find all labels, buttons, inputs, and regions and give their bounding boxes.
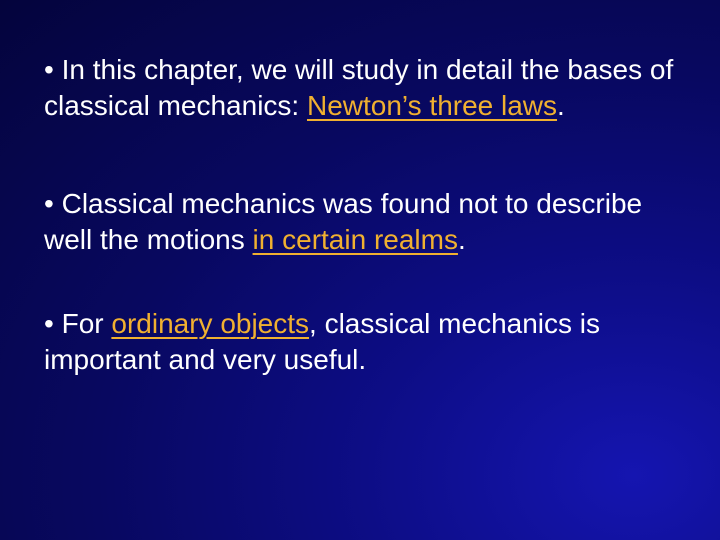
- bullet-2-text-end: .: [457, 224, 466, 255]
- bullet-2-text: Classical mechanics was found not to describe well the motions: [44, 188, 643, 255]
- bullet-1-highlight: Newton’s three laws: [306, 90, 558, 121]
- bullet-1: [44, 52, 684, 124]
- bullet-3-text: For: [53, 308, 112, 339]
- bullet-2-highlight: in certain realms: [252, 224, 458, 255]
- bullet-1-text: In this chapter, we will study in detail the bases of classical mechanics:: [44, 54, 674, 121]
- bullet-3-highlight: ordinary objects: [111, 308, 310, 339]
- bullet-3-text-end: , classical mechanics is important and very useful.: [44, 308, 601, 375]
- bullet-marker: •: [44, 54, 54, 85]
- bullet-2: [44, 186, 684, 258]
- bullet-marker: •: [44, 308, 54, 339]
- bullet-marker: •: [44, 188, 54, 219]
- bullet-1-text-end: .: [557, 90, 565, 121]
- bullet-3: [44, 306, 684, 378]
